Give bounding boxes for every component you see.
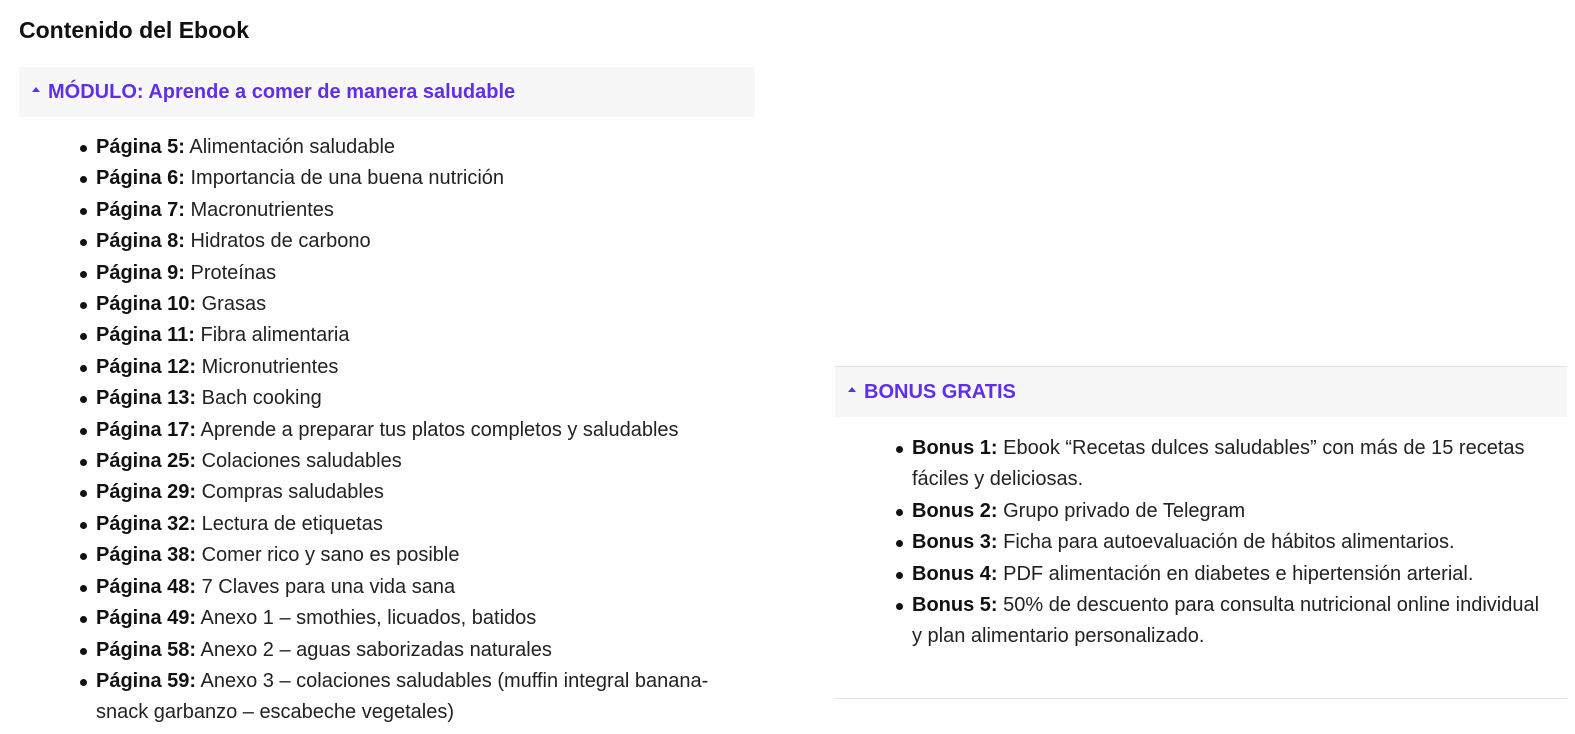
list-item: [912, 496, 1552, 527]
list-item: [96, 415, 746, 446]
list-item: [96, 509, 746, 540]
list-item-text: Ebook “Recetas dulces saludables” con más de 15 recetas fáciles y deliciosas.: [912, 437, 1525, 491]
list-item-label: Página 38:: [96, 544, 197, 567]
list-item-text: PDF alimentación en diabetes e hipertensión arterial.: [1003, 562, 1474, 585]
list-item-text: Colaciones saludables: [201, 450, 402, 473]
list-item-text: Bach cooking: [201, 387, 322, 410]
list-item: [912, 559, 1552, 590]
list-item-label: Bonus 3:: [912, 531, 998, 554]
caret-up-icon: [848, 387, 856, 392]
list-item: [96, 352, 746, 383]
list-item-text: Fibra alimentaria: [200, 324, 350, 347]
list-item-text: Ficha para autoevaluación de hábitos alimentarios.: [1003, 531, 1455, 554]
list-item-label: Página 58:: [96, 638, 197, 661]
list-item-text: Importancia de una buena nutrición: [190, 167, 505, 190]
list-item-label: Página 8:: [96, 230, 185, 253]
list-item-text: Hidratos de carbono: [190, 230, 371, 253]
list-item-text: Anexo 3 – colaciones saludables (muffin integral banana-snack garbanzo – escabeche vegetales): [96, 669, 709, 724]
list-item-label: Página 29:: [96, 481, 197, 504]
list-item-label: Página 10:: [96, 293, 197, 316]
accordion-body-modulo: [19, 132, 755, 729]
accordion-title: BONUS GRATIS: [864, 380, 1016, 403]
list-item-text: Compras saludables: [201, 481, 384, 504]
accordion-header-modulo[interactable]: [19, 67, 755, 117]
accordion-header-bonus[interactable]: [835, 367, 1567, 417]
list-item-label: Página 59:: [96, 669, 197, 692]
list-item: [912, 590, 1552, 653]
page-list: [96, 132, 746, 729]
list-item-label: Página 48:: [96, 575, 197, 598]
list-item-label: Página 17:: [96, 418, 197, 441]
list-item: [96, 446, 746, 477]
list-item: [96, 289, 746, 320]
accordion-modulo: [19, 67, 755, 729]
list-item-label: Bonus 2:: [912, 499, 998, 522]
list-item-label: Bonus 1:: [912, 437, 998, 459]
list-item-text: Micronutrientes: [201, 355, 339, 378]
list-item-label: Página 12:: [96, 355, 197, 378]
list-item-text: Comer rico y sano es posible: [201, 544, 460, 567]
list-item-text: Proteínas: [190, 261, 277, 284]
list-item-text: Grupo privado de Telegram: [1003, 499, 1246, 522]
list-item: [96, 603, 746, 634]
list-item-label: Página 5:: [96, 136, 185, 158]
accordion-title: MÓDULO: Aprende a comer de manera saludable: [48, 80, 516, 103]
list-item-label: Página 6:: [96, 167, 185, 190]
list-item: [96, 666, 746, 729]
accordion-body-bonus: [835, 433, 1567, 653]
list-item-text: 7 Claves para una vida sana: [201, 575, 456, 598]
list-item: [96, 383, 746, 414]
list-item: [96, 258, 746, 289]
list-item: [96, 132, 746, 163]
list-item-label: Bonus 5:: [912, 594, 998, 617]
caret-up-icon: [32, 87, 40, 92]
list-item-text: Anexo 1 – smothies, licuados, batidos: [200, 607, 537, 630]
list-item-text: Alimentación saludable: [189, 136, 396, 158]
list-item-text: Anexo 2 – aguas saborizadas naturales: [200, 638, 552, 661]
bonus-list: [912, 433, 1552, 653]
list-item-text: Aprende a preparar tus platos completos y saludables: [200, 418, 679, 441]
list-item: [96, 163, 746, 194]
list-item: [96, 320, 746, 351]
list-item: [912, 527, 1552, 558]
list-item-text: 50% de descuento para consulta nutricional online individual y plan alimentario personalizado.: [912, 594, 1540, 648]
list-item: [912, 433, 1552, 496]
list-item-label: Página 25:: [96, 450, 197, 473]
list-item-label: Página 32:: [96, 512, 197, 535]
accordion-bonus: [835, 366, 1567, 699]
list-item-text: Grasas: [201, 293, 267, 316]
list-item: [96, 226, 746, 257]
list-item: [96, 195, 746, 226]
list-item-text: Macronutrientes: [190, 198, 334, 221]
list-item-text: Lectura de etiquetas: [201, 512, 383, 535]
list-item-label: Página 7:: [96, 198, 185, 221]
list-item-label: Página 11:: [96, 324, 195, 347]
list-item: [96, 572, 746, 603]
list-item-label: Página 49:: [96, 607, 197, 630]
list-item-label: Bonus 4:: [912, 562, 998, 585]
list-item-label: Página 13:: [96, 387, 197, 410]
list-item: [96, 635, 746, 666]
page-title: Contenido del Ebook: [19, 17, 249, 43]
list-item-label: Página 9:: [96, 261, 185, 284]
list-item: [96, 540, 746, 571]
list-item: [96, 477, 746, 508]
